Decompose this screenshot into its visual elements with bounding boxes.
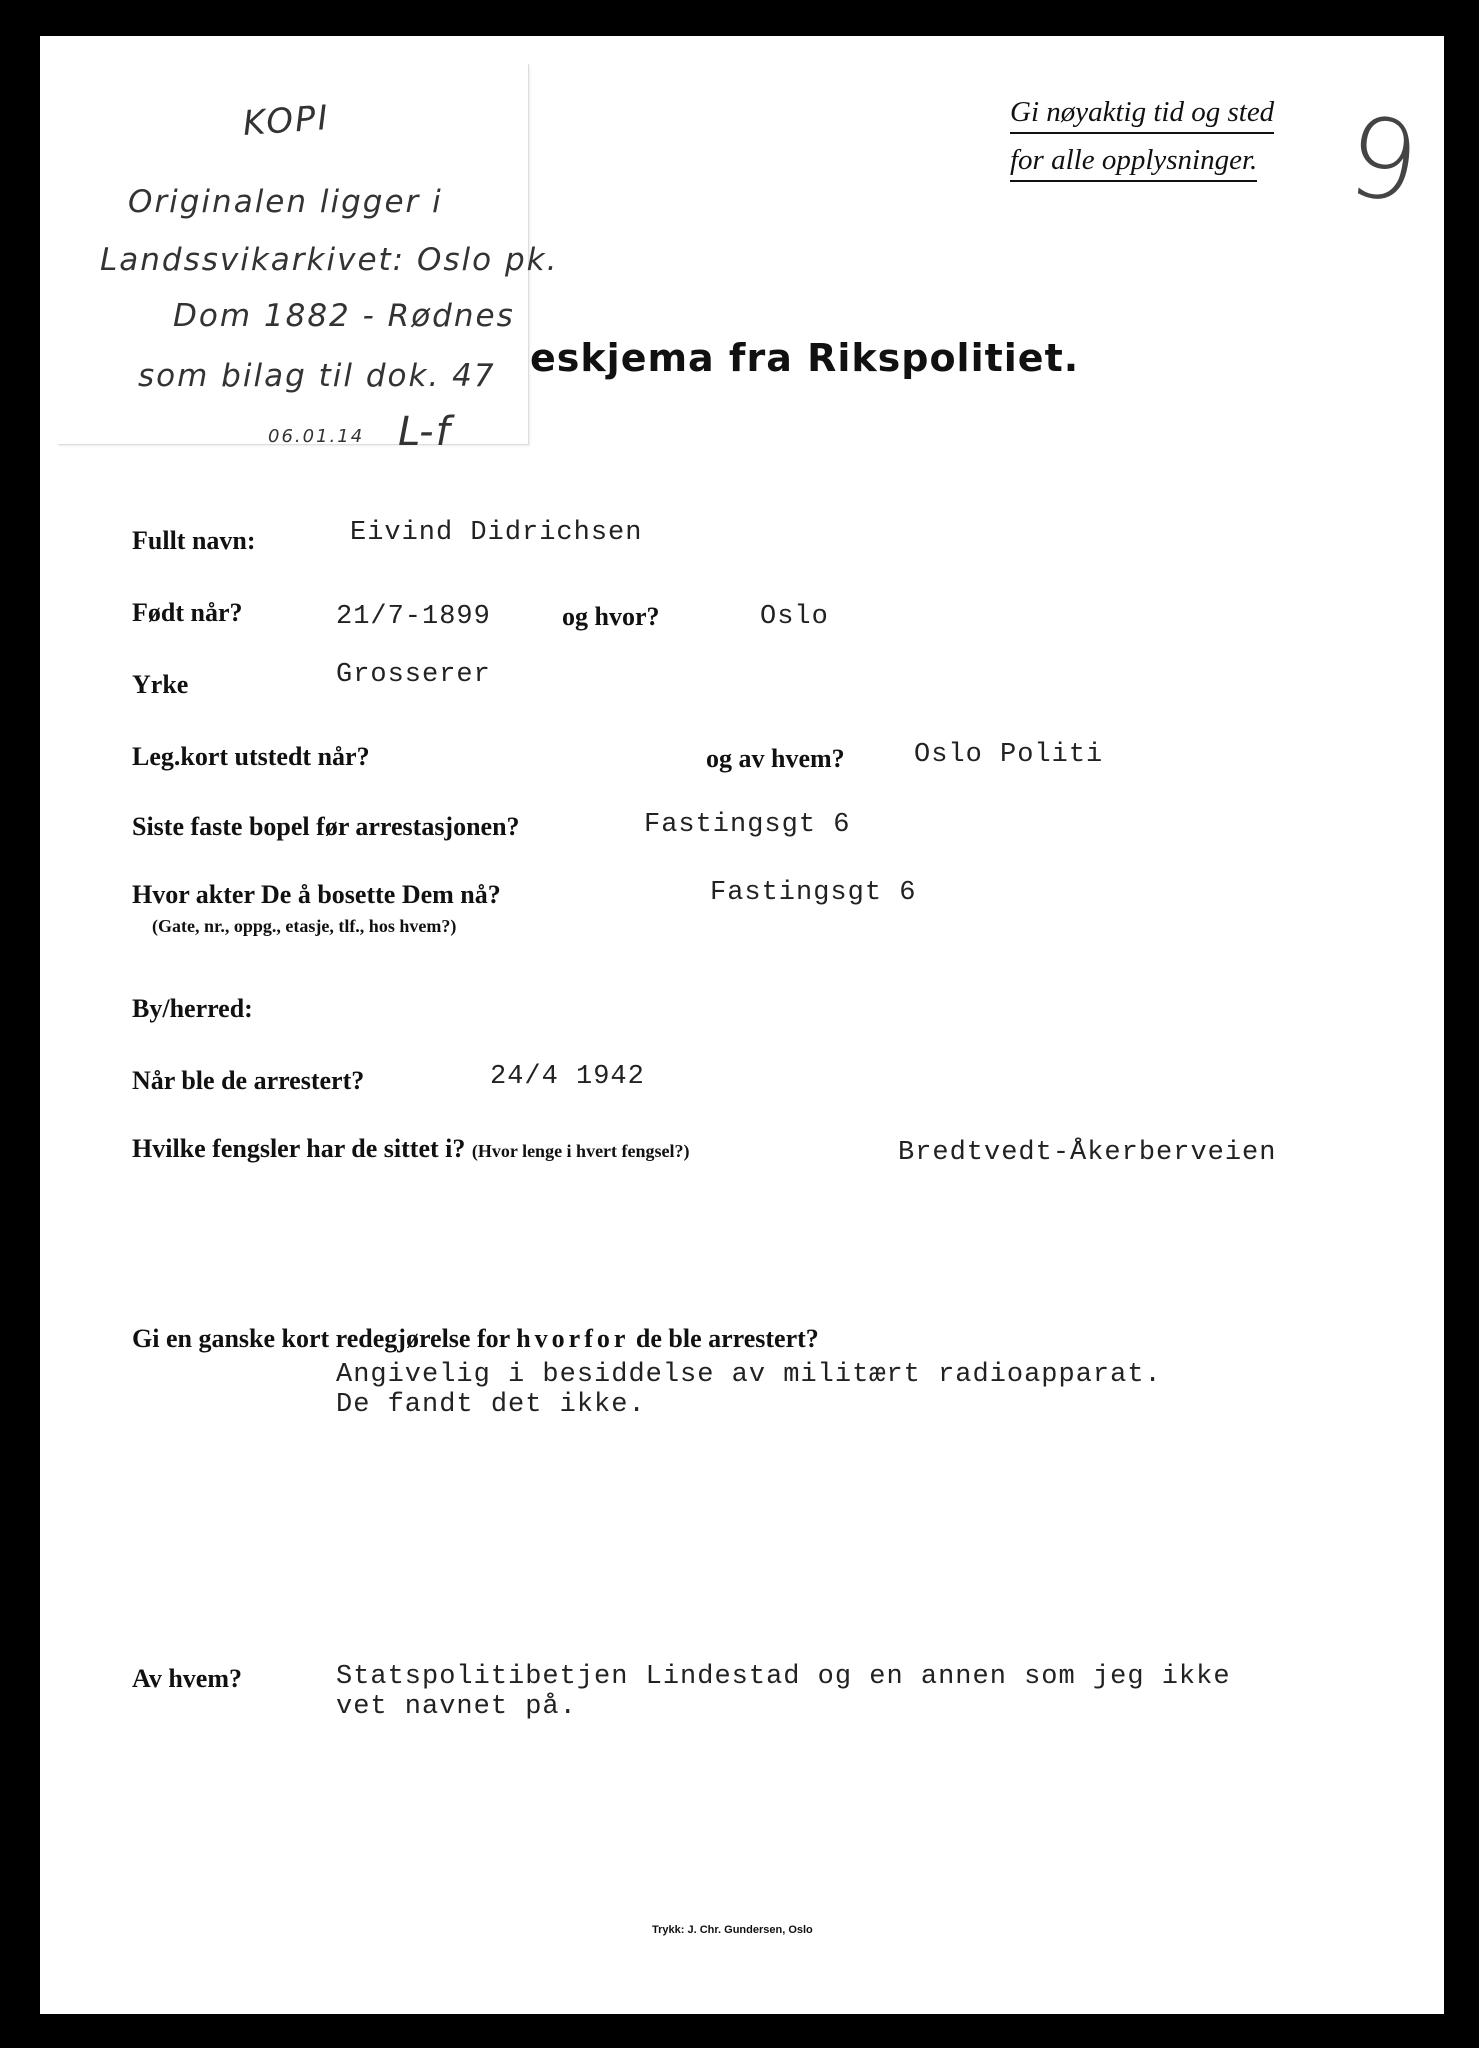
- page-number: 9: [1339, 91, 1427, 229]
- note-line-3: Dom 1882 - Rødnes: [173, 298, 515, 334]
- label-why-arrested: [132, 1324, 819, 1354]
- value-prisons: Bredtvedt-Åkerberveien: [898, 1138, 1277, 1168]
- instructions-box: [1010, 96, 1360, 192]
- instructions-line-2: for alle opplysninger.: [1010, 144, 1257, 182]
- label-id-card-by: og av hvem?: [706, 744, 845, 773]
- label-id-card-when: Leg.kort utstedt når?: [132, 742, 370, 771]
- note-line-1: Originalen ligger i: [128, 184, 443, 220]
- note-line-4: som bilag til dok. 47: [138, 358, 496, 394]
- label-born-when: Født når?: [132, 598, 243, 627]
- value-arrested-by-line-2: vet navnet på.: [336, 1692, 577, 1722]
- label-arrested-by: Av hvem?: [132, 1664, 243, 1693]
- label-full-name: Fullt navn:: [132, 526, 256, 555]
- label-why-a: Gi en ganske kort redegjørelse for: [132, 1324, 510, 1353]
- value-why-line-1: Angivelig i besiddelse av militært radioapparat.: [336, 1360, 1162, 1390]
- label-why-b: hvorfor: [516, 1324, 630, 1353]
- label-last-address: Siste faste bopel før arrestasjonen?: [132, 812, 520, 841]
- value-future-address: Fastingsgt 6: [710, 878, 917, 908]
- note-line-2: Landssvikarkivet: Oslo pk.: [100, 242, 559, 278]
- label-occupation: Yrke: [132, 670, 189, 699]
- label-born-where: og hvor?: [562, 602, 660, 631]
- note-kopi: KOPI: [241, 98, 331, 144]
- label-why-c: de ble arrestert?: [635, 1324, 819, 1353]
- value-arrested-when: 24/4 1942: [490, 1062, 645, 1092]
- label-future-address: Hvor akter De å bosette Dem nå?: [132, 880, 501, 909]
- label-prisons-hint: (Hvor lenge i hvert fengsel?): [471, 1141, 690, 1161]
- label-arrested-when: Når ble de arrestert?: [132, 1066, 365, 1095]
- label-town: By/herred:: [132, 994, 253, 1023]
- value-arrested-by-line-1: Statspolitibetjen Lindestad og en annen som jeg ikke: [336, 1662, 1231, 1692]
- instructions-line-1: Gi nøyaktig tid og sted: [1010, 96, 1274, 134]
- value-born-where: Oslo: [760, 602, 829, 632]
- value-why-line-2: De fandt det ikke.: [336, 1390, 646, 1420]
- label-prisons: [132, 1134, 690, 1164]
- label-prisons-text: Hvilke fengsler har de sittet i?: [132, 1134, 466, 1163]
- printer-credit: Trykk: J. Chr. Gundersen, Oslo: [652, 1924, 813, 1936]
- value-born-when: 21/7-1899: [336, 602, 491, 632]
- value-occupation: Grosserer: [336, 660, 491, 690]
- note-date: 06.01.14: [268, 426, 365, 447]
- label-future-address-hint: (Gate, nr., oppg., etasje, tlf., hos hvem?): [152, 916, 457, 936]
- value-id-card-by: Oslo Politi: [914, 740, 1104, 770]
- value-full-name: Eivind Didrichsen: [350, 518, 643, 548]
- value-last-address: Fastingsgt 6: [644, 810, 851, 840]
- document-page: [40, 36, 1444, 2014]
- page-title: eskjema fra Rikspolitiet.: [530, 336, 1080, 380]
- handwritten-note-card: [58, 64, 559, 455]
- note-initials: L-f: [398, 409, 452, 455]
